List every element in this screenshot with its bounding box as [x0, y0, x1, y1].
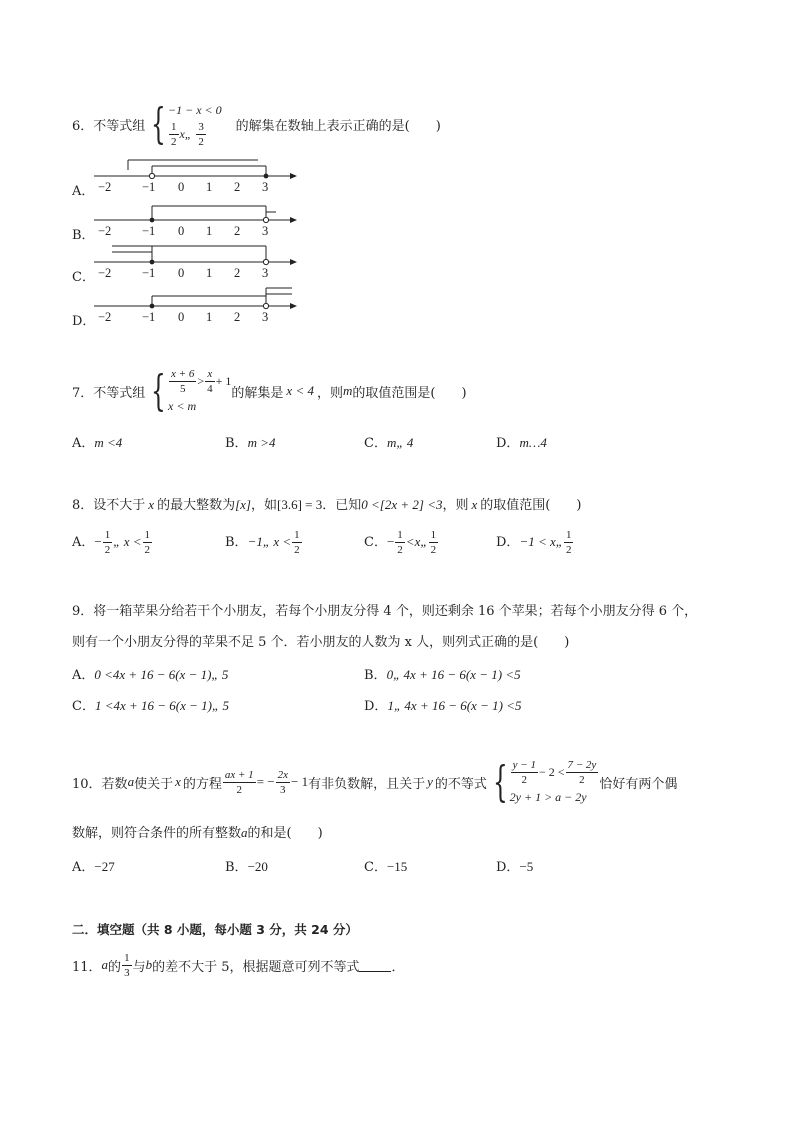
q9-option-b[interactable]: B．0„ 4x + 16 − 6(x − 1) <5 — [364, 667, 521, 683]
q6-brace: { — [151, 99, 167, 148]
q6-numberline-d — [90, 286, 310, 326]
q7-option-d[interactable]: D．m…4 — [496, 435, 547, 451]
tick-0: 0 — [178, 180, 185, 194]
q8-option-b[interactable]: B．−1„ x < $\frac{1}{2}$ — [225, 529, 300, 556]
svg-text:−2: −2 — [98, 266, 112, 280]
svg-text:1: 1 — [206, 224, 213, 238]
svg-text:1: 1 — [206, 266, 213, 280]
q7-option-a[interactable]: A．m <4 — [72, 435, 123, 451]
tick-2: 2 — [234, 180, 241, 194]
q10-stem-line2: 数解，则符合条件的所有整数a的和是( ) — [72, 825, 323, 841]
q7-line2: x < m — [168, 398, 197, 413]
q6-number: 6． — [72, 118, 94, 134]
q10-stem-line1: 10． 若数 a 使关于 x 的方程 $\frac{ax + 1}{2}$ = − $\frac{2x}{3}$ − 1 有非负数解，且关于 y 的不等式 { $\frac{y - 1}{2}$ − 2 < $\frac{7 - 2y}{2}$ 2y + 1 > a − 2y 恰好有两个偶 — [72, 757, 678, 806]
q9-option-a[interactable]: A．0 <4x + 16 − 6(x − 1)„ 5 — [72, 667, 229, 683]
q9-stem-line2: 则有一个小朋友分得的苹果不足 5 个．若小朋友的人数为 x 人，则列式正确的是( ) — [72, 635, 570, 650]
svg-text:0: 0 — [178, 310, 185, 324]
q10-system: { $\frac{y - 1}{2}$ − 2 < $\frac{7 - 2y}{2}$ 2y + 1 > a − 2y — [492, 757, 597, 806]
svg-text:0: 0 — [178, 224, 185, 238]
q6-stem — [72, 96, 441, 152]
q8-option-a[interactable]: A．− $\frac{1}{2}$ „ x < $\frac{1}{2}$ — [72, 529, 151, 556]
q6-system — [145, 100, 221, 149]
tick-m1: −1 — [142, 180, 156, 194]
q8-option-d[interactable]: D．−1 < x„ $\frac{1}{2}$ — [496, 529, 572, 556]
q7-option-c[interactable]: C．m„ 4 — [364, 435, 414, 451]
svg-text:−2: −2 — [98, 310, 112, 324]
q8-option-c[interactable]: C．− $\frac{1}{2}$ <x„ $\frac{1}{2}$ — [364, 529, 437, 556]
svg-text:3: 3 — [262, 266, 269, 280]
tick-3: 3 — [262, 180, 269, 194]
tick-m2: −2 — [98, 180, 112, 194]
q7-system: { $\frac{x + 6}{5}$ > $\frac{x}{4}$ + 1 x < m — [151, 366, 232, 415]
svg-text:2: 2 — [234, 224, 241, 238]
svg-text:−1: −1 — [142, 310, 156, 324]
svg-text:−2: −2 — [98, 224, 112, 238]
q6-option-a-label: A． — [72, 184, 95, 199]
q6-numberline-a — [90, 156, 310, 196]
q7-stem-pre: 不等式组 — [93, 385, 146, 401]
q8-stem: 8．设不大于 x 的最大整数为[x]，如[3.6] = 3．已知0 <[2x + 2] <3，则 x 的取值范围( ) — [72, 497, 582, 513]
q10-option-a[interactable]: A．−27 — [72, 859, 115, 875]
q10-option-d[interactable]: D．−5 — [496, 859, 534, 875]
svg-text:3: 3 — [262, 310, 269, 324]
q6-stem-post: 的解集在数轴上表示正确的是( ) — [235, 118, 441, 134]
q9-stem-line1: 9．将一箱苹果分给若干个小朋友，若每个小朋友分得 4 个，则还剩余 16 个苹果；若每个小朋友分得 6 个， — [72, 604, 698, 619]
q7-option-b[interactable]: B．m >4 — [225, 435, 276, 451]
svg-text:2: 2 — [234, 266, 241, 280]
q6-line2: $\frac{1}{2}$ x„ $\frac{3}{2}$ — [171, 120, 204, 148]
svg-text:2: 2 — [234, 310, 241, 324]
svg-text:−1: −1 — [142, 224, 156, 238]
svg-text:−1: −1 — [142, 266, 156, 280]
q9-option-c[interactable]: C．1 <4x + 16 − 6(x − 1)„ 5 — [72, 698, 229, 714]
q9-option-d[interactable]: D．1„ 4x + 16 − 6(x − 1) <5 — [364, 698, 522, 714]
section-2-title: 二．填空题（共 8 小题，每小题 3 分，共 24 分） — [72, 922, 358, 937]
q11-answer-blank[interactable] — [359, 959, 391, 972]
q6-line1: −1 − x < 0 — [168, 102, 222, 117]
svg-text:0: 0 — [178, 266, 185, 280]
q7-stem: 7． 不等式组 { $\frac{x + 6}{5}$ > $\frac{x}{4}$ + 1 x < m 的解集是 x < 4 ，则 m 的取值范围是( ) — [72, 366, 467, 415]
q11-stem: 11． a 的 $\frac{1}{3}$ 与 b 的差不大于 5，根据题意可列不等式 ． — [72, 951, 405, 979]
q6-numberline-b — [90, 200, 310, 240]
q6-option-d-label: D． — [72, 314, 96, 329]
q6-numberline-c — [90, 242, 310, 282]
svg-text:1: 1 — [206, 310, 213, 324]
q10-option-c[interactable]: C．−15 — [364, 859, 408, 875]
tick-1: 1 — [206, 180, 213, 194]
q7-line1: $\frac{x + 6}{5}$ > $\frac{x}{4}$ + 1 — [171, 367, 232, 395]
q6-option-b-label: B． — [72, 228, 95, 243]
q10-option-b[interactable]: B．−20 — [225, 859, 268, 875]
q7-number: 7． — [72, 385, 94, 401]
q6-stem-pre: 不等式组 — [93, 118, 146, 134]
svg-text:3: 3 — [262, 224, 269, 238]
q6-option-c-label: C． — [72, 270, 95, 285]
